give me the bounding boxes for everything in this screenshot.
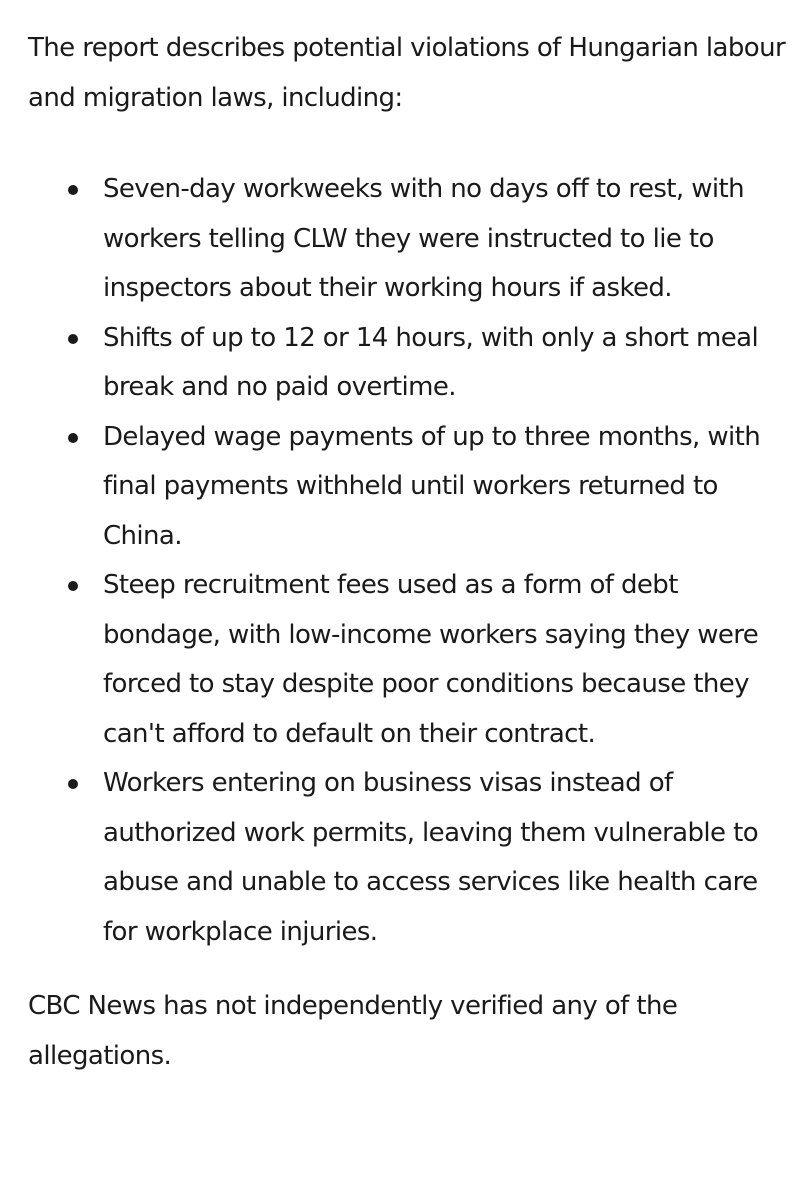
bullet-icon <box>68 433 78 443</box>
bullet-icon <box>68 185 78 195</box>
outro-paragraph: CBC News has not independently verified any of the allegations. <box>28 991 678 1071</box>
list-item-text: Steep recruitment fees used as a form of debt bondage, with low-income workers saying they were forced to stay despite poor conditions because they can't afford to default on their contract. <box>103 570 759 749</box>
list-item-text: Shifts of up to 12 or 14 hours, with only a short meal break and no paid overtime. <box>103 322 759 402</box>
bullet-icon <box>68 779 78 789</box>
list-item <box>28 314 798 413</box>
list-item <box>28 165 798 314</box>
violations-list <box>28 165 798 957</box>
list-item-text: Seven-day workweeks with no days off to rest, with workers telling CLW they were instructed to lie to inspectors about their working hours if asked. <box>103 174 744 303</box>
intro-paragraph: The report describes potential violations of Hungarian labour and migration laws, including: <box>28 33 786 113</box>
list-item-text: Delayed wage payments of up to three months, with final payments withheld until workers returned to China. <box>103 421 761 551</box>
list-item <box>28 561 798 759</box>
article-body <box>28 24 798 1081</box>
bullet-icon <box>68 581 78 591</box>
list-item <box>28 759 798 957</box>
list-item <box>28 413 798 562</box>
bullet-icon <box>68 334 78 344</box>
list-item-text: Workers entering on business visas instead of authorized work permits, leaving them vulnerable to abuse and unable to access services like health care for workplace injuries. <box>103 768 758 947</box>
